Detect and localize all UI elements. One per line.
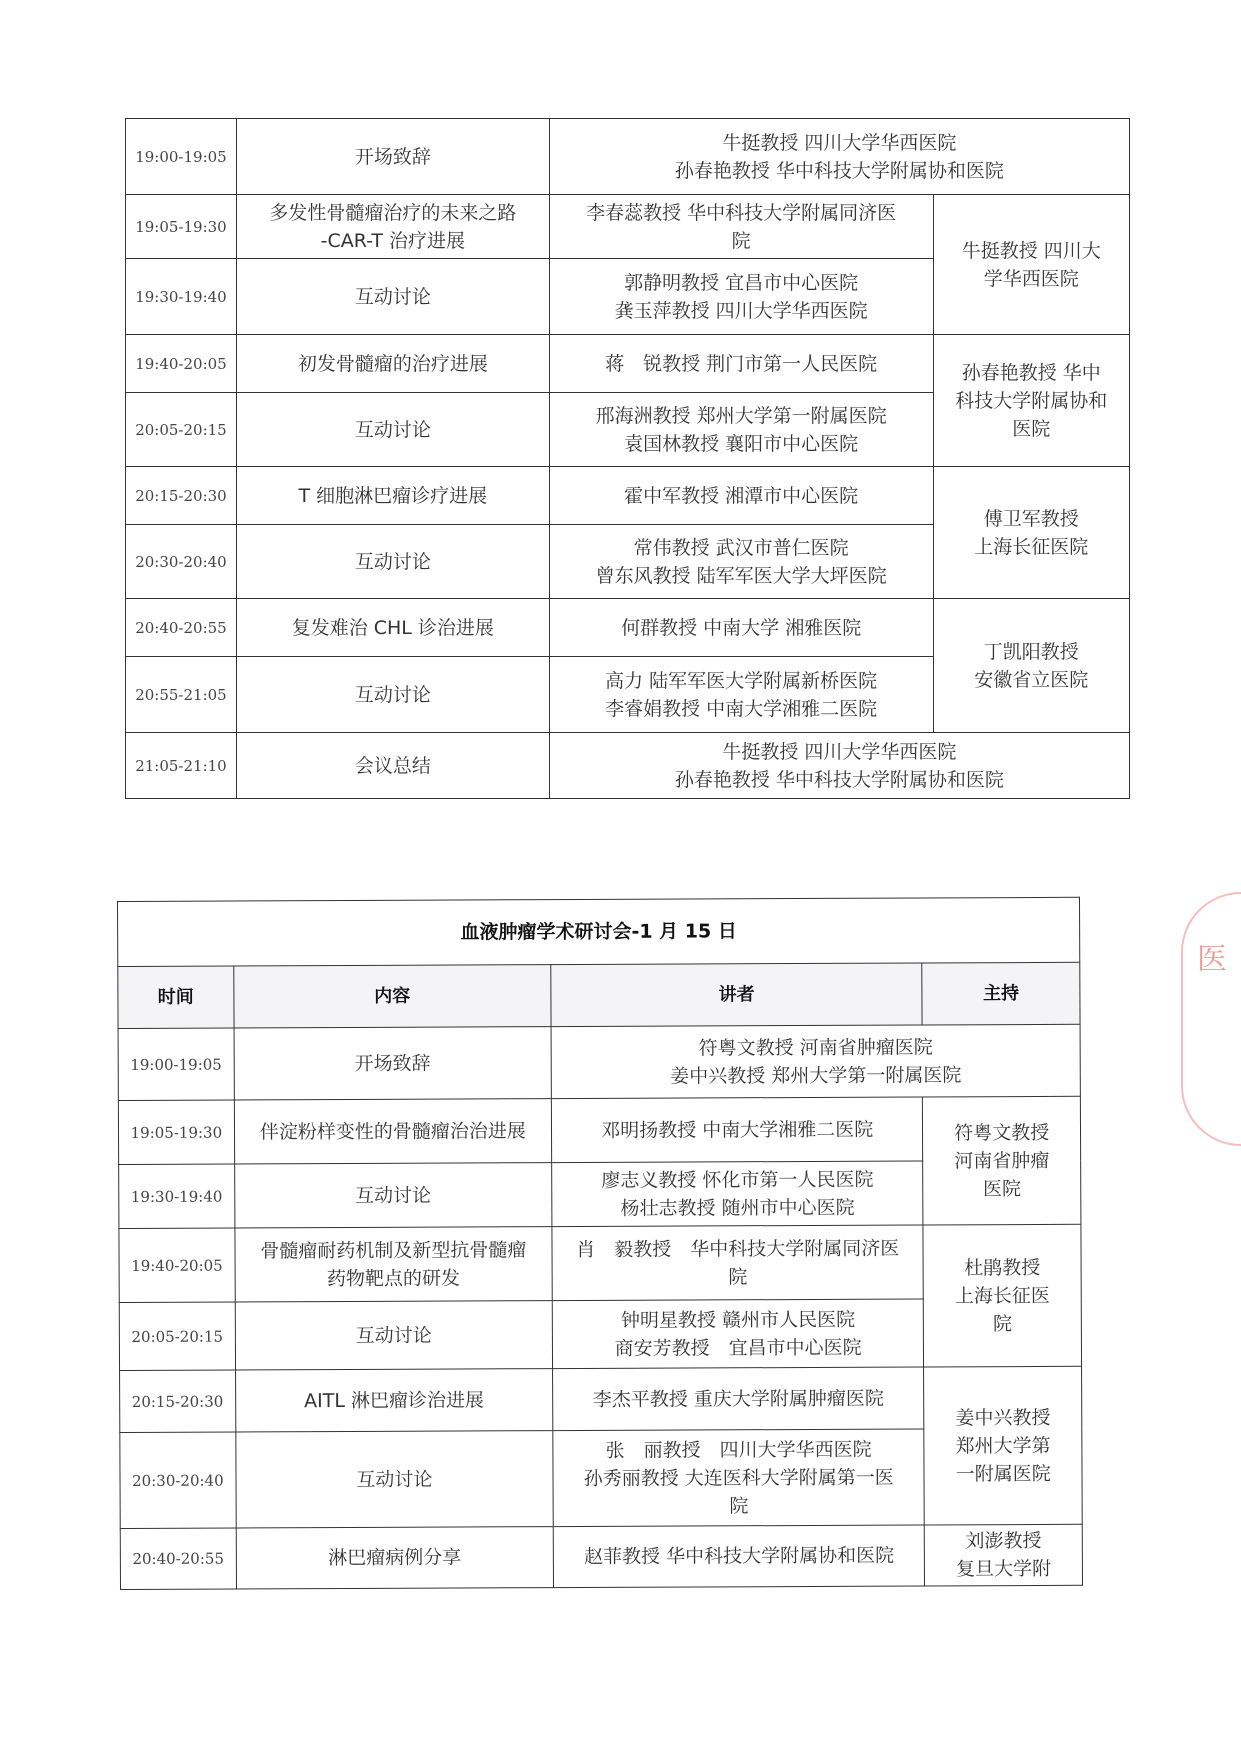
cell-line: 蒋 锐教授 荆门市第一人民医院 (605, 352, 878, 375)
cell-line: 院 (729, 1494, 749, 1517)
speaker-cell (549, 335, 933, 393)
header-time: 时间 (118, 966, 234, 1029)
cell-line: 符粤文教授 (954, 1121, 1050, 1144)
time-cell: 19:05-19:30 (126, 195, 237, 259)
content-cell (234, 1027, 552, 1100)
time-cell: 20:30-20:40 (120, 1432, 236, 1529)
table-row (119, 1224, 1081, 1302)
table-row (126, 599, 1130, 657)
content-cell (236, 259, 549, 335)
time-cell: 19:00-19:05 (118, 1028, 234, 1101)
table-row (126, 195, 1130, 259)
cell-line: 龚玉萍教授 四川大学华西医院 (614, 299, 868, 322)
cell-line: 安徽省立医院 (974, 668, 1089, 691)
cell-line: 牛挺教授 四川大学华西医院 (722, 131, 957, 154)
time-cell: 20:55-21:05 (126, 657, 237, 733)
cell-line: 孙春艳教授 华中 (961, 361, 1101, 384)
table-row (126, 119, 1130, 195)
header-host: 主持 (922, 962, 1080, 1025)
speaker-cell (549, 467, 933, 525)
speaker-cell (549, 599, 933, 657)
speaker-cell (553, 1525, 925, 1588)
speaker-cell (549, 657, 933, 733)
red-seal-stamp: 医 (1181, 892, 1241, 1146)
speaker-cell (549, 525, 933, 599)
host-cell (933, 335, 1129, 467)
cell-line: 赵菲教授 华中科技大学附属协和医院 (583, 1544, 895, 1568)
time-cell: 19:30-19:40 (126, 259, 237, 335)
cell-line: 多发性骨髓瘤治疗的未来之路 (269, 201, 517, 224)
cell-line: 肖 毅教授 华中科技大学附属同济医 (576, 1237, 900, 1261)
content-cell (236, 657, 549, 733)
cell-line: 常伟教授 武汉市普仁医院 (633, 536, 849, 559)
speaker-cell (549, 393, 933, 467)
cell-line: 院 (731, 229, 751, 252)
speaker-cell (552, 1161, 924, 1227)
table-row (120, 1524, 1082, 1589)
cell-line: 廖志义教授 怀化市第一人民医院 (601, 1168, 874, 1192)
host-cell (924, 1366, 1082, 1525)
time-cell: 20:05-20:15 (126, 393, 237, 467)
cell-line: 会议总结 (354, 754, 431, 777)
content-cell (236, 525, 549, 599)
cell-line: 院 (728, 1265, 748, 1288)
host-cell (933, 195, 1129, 335)
table-row (126, 467, 1130, 525)
cell-line: 郭静明教授 宜昌市中心医院 (624, 271, 859, 294)
cell-line: 邓明扬教授 中南大学湘雅二医院 (601, 1118, 874, 1142)
cell-line: 淋巴瘤病例分享 (328, 1546, 462, 1570)
cell-line: 牛挺教授 四川大 (961, 239, 1101, 262)
content-cell (236, 335, 549, 393)
cell-line: 刘澎教授 (965, 1529, 1042, 1553)
cell-line: 傅卫军教授 (983, 507, 1079, 530)
cell-line: 科技大学附属协和 (955, 389, 1108, 412)
table-title-row (118, 897, 1080, 966)
speaker-cell (552, 1299, 924, 1369)
cell-line: 院 (992, 1312, 1013, 1335)
cell-line: 学华西医院 (983, 267, 1079, 290)
time-cell: 20:40-20:55 (120, 1528, 236, 1590)
time-cell: 20:05-20:15 (119, 1302, 235, 1371)
cell-line: 符粤文教授 河南省肿瘤医院 (698, 1035, 933, 1059)
cell-line: T 细胞淋巴瘤诊疗进展 (298, 484, 488, 507)
content-cell (235, 1369, 553, 1432)
table-header-row (118, 962, 1080, 1028)
host-cell (933, 467, 1129, 599)
speaker-cell (551, 1024, 1080, 1098)
host-cell (933, 599, 1129, 733)
table-row (126, 335, 1130, 393)
cell-line: 上海长征医院 (974, 535, 1089, 558)
cell-line: 复旦大学附 (956, 1557, 1052, 1581)
cell-line: 河南省肿瘤 (954, 1149, 1050, 1172)
host-cell (923, 1096, 1081, 1225)
cell-line: 郑州大学第 (955, 1434, 1051, 1457)
cell-line: 孙秀丽教授 大连医科大学附属第一医 (583, 1466, 894, 1490)
content-cell (236, 599, 549, 657)
speaker-cell (549, 195, 933, 259)
cell-line: 邢海洲教授 郑州大学第一附属医院 (595, 404, 887, 427)
table-row (126, 733, 1130, 799)
table-row (120, 1366, 1082, 1432)
cell-line: 复发难治 CHL 诊治进展 (291, 616, 494, 639)
header-speaker: 讲者 (551, 963, 923, 1027)
cell-line: 开场致辞 (354, 1052, 431, 1075)
cell-line: 互动讨论 (354, 418, 431, 441)
speaker-cell (549, 733, 1129, 799)
time-cell: 19:40-20:05 (119, 1228, 235, 1303)
cell-line: 张 丽教授 四川大学华西医院 (605, 1438, 872, 1462)
content-cell (235, 1301, 553, 1370)
time-cell: 21:05-21:10 (126, 733, 237, 799)
cell-line: 曾东风教授 陆军军医大学大坪医院 (595, 564, 887, 587)
cell-line: 何群教授 中南大学 湘雅医院 (621, 616, 862, 639)
speaker-cell (553, 1429, 925, 1527)
cell-line: 互动讨论 (354, 285, 431, 308)
table-title: 血液肿瘤学术研讨会-1 月 15 日 (118, 897, 1080, 966)
cell-line: 牛挺教授 四川大学华西医院 (722, 740, 957, 763)
content-cell (236, 467, 549, 525)
table-row (118, 1096, 1080, 1164)
cell-line: 杨壮志教授 随州市中心医院 (620, 1196, 855, 1220)
cell-line: 骨髓瘤耐药机制及新型抗骨髓瘤 (260, 1238, 527, 1262)
cell-line: -CAR-T 治疗进展 (320, 229, 465, 252)
cell-line: 高力 陆军军医大学附属新桥医院 (605, 669, 878, 692)
time-cell: 19:05-19:30 (118, 1100, 234, 1165)
cell-line: 互动讨论 (354, 550, 431, 573)
cell-line: 互动讨论 (356, 1468, 433, 1491)
cell-line: 孙春艳教授 华中科技大学附属协和医院 (674, 768, 1004, 791)
cell-line: 李春蕊教授 华中科技大学附属同济医 (586, 201, 897, 224)
content-cell (236, 1527, 554, 1589)
speaker-cell (549, 259, 933, 335)
cell-line: 霍中军教授 湘潭市中心医院 (624, 484, 859, 507)
cell-line: 初发骨髓瘤的治疗进展 (297, 352, 488, 375)
time-cell: 19:30-19:40 (119, 1164, 235, 1229)
schedule-table-1 (125, 118, 1130, 799)
cell-line: 孙春艳教授 华中科技大学附属协和医院 (674, 159, 1004, 182)
speaker-cell (552, 1225, 924, 1301)
cell-line: 伴淀粉样变性的骨髓瘤治治进展 (259, 1119, 526, 1143)
content-cell (236, 195, 549, 259)
content-cell (236, 119, 549, 195)
cell-line: 袁国林教授 襄阳市中心医院 (624, 432, 859, 455)
time-cell: 19:00-19:05 (126, 119, 237, 195)
content-cell (236, 1431, 554, 1528)
cell-line: AITL 淋巴瘤诊治进展 (304, 1388, 485, 1412)
speaker-cell (551, 1097, 923, 1163)
host-cell (923, 1224, 1081, 1367)
cell-line: 一附属医院 (955, 1462, 1051, 1485)
cell-line: 互动讨论 (354, 683, 431, 706)
content-cell (234, 1099, 552, 1164)
cell-line: 医院 (982, 1177, 1021, 1200)
cell-line: 药物靶点的研发 (326, 1267, 461, 1290)
host-cell (925, 1524, 1083, 1586)
cell-line: 互动讨论 (355, 1324, 432, 1347)
content-cell (236, 733, 549, 799)
cell-line: 李睿娟教授 中南大学湘雅二医院 (605, 697, 878, 720)
content-cell (234, 1163, 552, 1228)
time-cell: 20:30-20:40 (126, 525, 237, 599)
cell-line: 姜中兴教授 郑州大学第一附属医院 (670, 1063, 962, 1088)
speaker-cell (549, 119, 1129, 195)
cell-line: 商安芳教授 宜昌市中心医院 (614, 1336, 862, 1360)
cell-line: 互动讨论 (355, 1184, 432, 1207)
time-cell: 19:40-20:05 (126, 335, 237, 393)
content-cell (236, 393, 549, 467)
table-row (118, 1024, 1080, 1100)
cell-line: 李杰平教授 重庆大学附属肿瘤医院 (592, 1387, 884, 1411)
cell-line: 钟明星教授 赣州市人民医院 (620, 1308, 856, 1332)
time-cell: 20:40-20:55 (126, 599, 237, 657)
cell-line: 丁凯阳教授 (983, 640, 1079, 663)
cell-line: 杜鹃教授 (964, 1256, 1041, 1279)
time-cell: 20:15-20:30 (120, 1370, 236, 1433)
time-cell: 20:15-20:30 (126, 467, 237, 525)
header-content: 内容 (233, 965, 551, 1028)
cell-line: 医院 (1012, 417, 1051, 440)
cell-line: 开场致辞 (354, 145, 431, 168)
cell-line: 上海长征医 (954, 1284, 1050, 1307)
schedule-table-2 (117, 897, 1083, 1590)
speaker-cell (553, 1367, 925, 1431)
cell-line: 姜中兴教授 (955, 1406, 1051, 1429)
content-cell (235, 1227, 553, 1302)
